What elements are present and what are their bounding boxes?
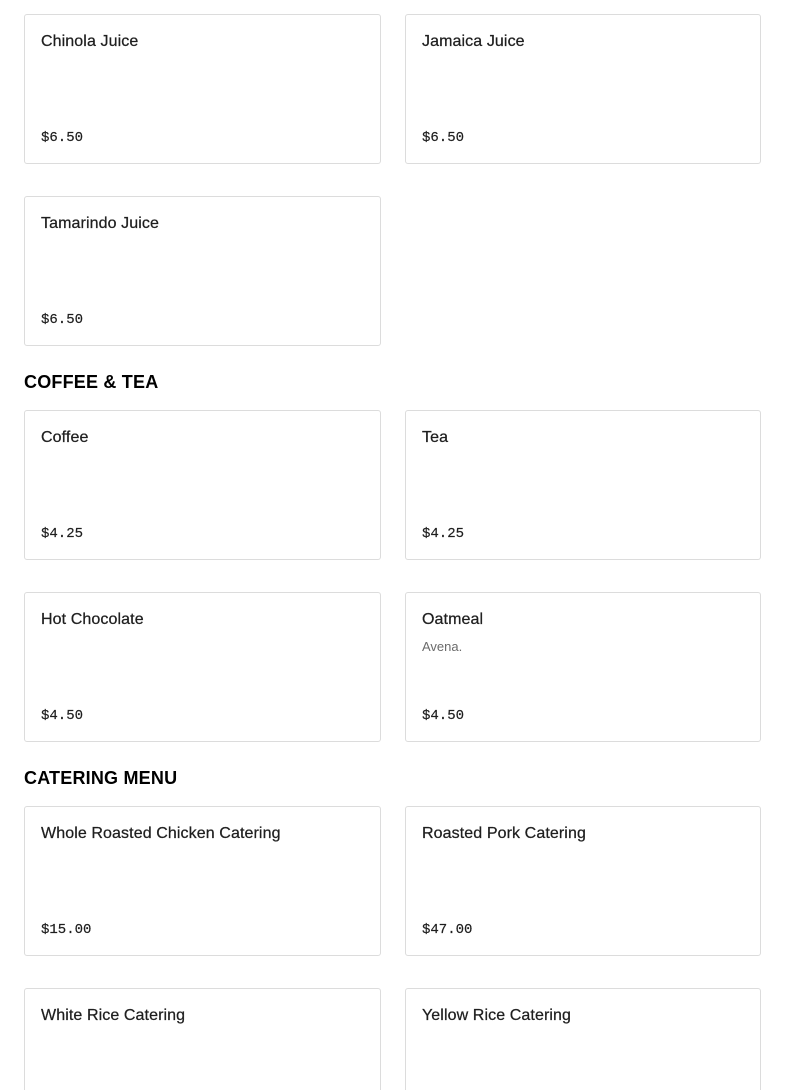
item-price: $47.00 xyxy=(422,922,473,938)
item-name: Whole Roasted Chicken Catering xyxy=(41,825,281,842)
menu-row xyxy=(24,14,761,164)
menu-item-card[interactable] xyxy=(405,592,761,742)
menu-item-card[interactable] xyxy=(24,806,381,956)
menu-item-card[interactable] xyxy=(24,14,381,164)
item-name: Oatmeal xyxy=(422,611,484,628)
item-name: Coffee xyxy=(41,429,89,446)
menu-item-card[interactable] xyxy=(24,988,381,1090)
item-price: $15.00 xyxy=(41,922,92,938)
item-name: Jamaica Juice xyxy=(422,33,525,50)
menu-item-card[interactable] xyxy=(405,410,761,560)
menu-row xyxy=(24,410,761,560)
item-name: Chinola Juice xyxy=(41,33,139,50)
item-price: $6.50 xyxy=(41,130,84,146)
item-name: White Rice Catering xyxy=(41,1007,186,1024)
item-price: $4.25 xyxy=(41,526,84,542)
item-price: $4.50 xyxy=(422,708,465,724)
menu-row xyxy=(24,592,761,742)
section-title-catering: CATERING MENU xyxy=(24,768,178,788)
item-price: $6.50 xyxy=(41,312,84,328)
item-name: Roasted Pork Catering xyxy=(422,825,586,842)
section-title-coffee-tea: COFFEE & TEA xyxy=(24,372,159,392)
menu-item-card[interactable] xyxy=(405,988,761,1090)
menu-item-card[interactable] xyxy=(24,410,381,560)
item-name: Tamarindo Juice xyxy=(41,215,159,232)
menu-row xyxy=(24,806,761,956)
item-price: $4.50 xyxy=(41,708,84,724)
menu-item-card[interactable] xyxy=(24,592,381,742)
item-price: $6.50 xyxy=(422,130,465,146)
menu-item-card[interactable] xyxy=(405,14,761,164)
item-name: Tea xyxy=(422,429,449,446)
menu-item-card[interactable] xyxy=(405,806,761,956)
item-name: Hot Chocolate xyxy=(41,611,144,628)
item-price: $4.25 xyxy=(422,526,465,542)
item-name: Yellow Rice Catering xyxy=(422,1007,572,1024)
menu-row xyxy=(24,988,761,1090)
item-description: Avena. xyxy=(422,639,463,654)
menu-item-card[interactable] xyxy=(24,196,381,346)
menu-row xyxy=(24,196,761,346)
